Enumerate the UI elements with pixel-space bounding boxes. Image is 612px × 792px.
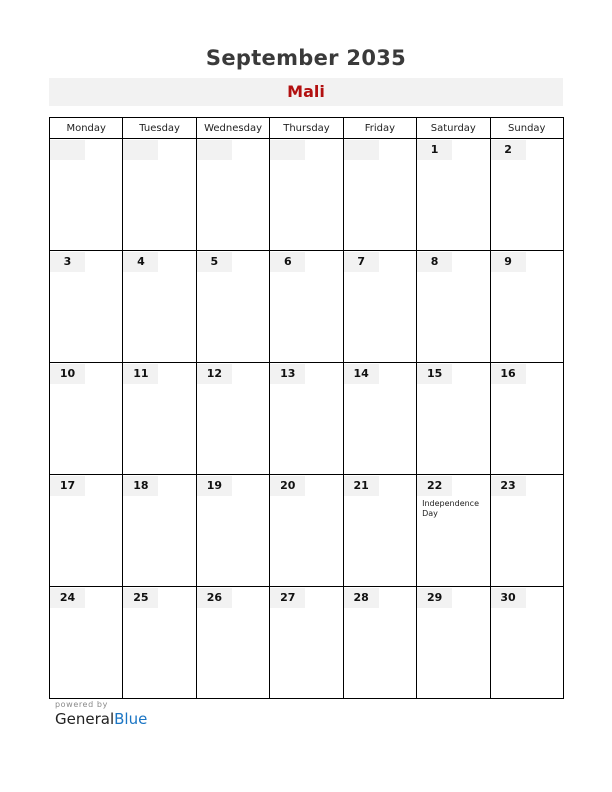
day-number: 29 [417, 588, 452, 608]
day-number [270, 140, 305, 160]
week-row [50, 475, 564, 587]
week-row [50, 363, 564, 475]
country-banner [49, 78, 563, 106]
page-title: September 2035 [205, 46, 407, 70]
day-number: 1 [417, 140, 452, 160]
day-cell [270, 587, 343, 699]
day-cell [490, 251, 563, 363]
day-cell [270, 139, 343, 251]
day-number: 8 [417, 252, 452, 272]
day-number: 5 [197, 252, 232, 272]
day-cell [343, 251, 416, 363]
week-row [50, 587, 564, 699]
weekday-saturday: Saturday [417, 118, 490, 139]
day-number: 23 [491, 476, 526, 496]
day-number [50, 140, 85, 160]
day-number: 30 [491, 588, 526, 608]
day-cell [343, 139, 416, 251]
day-cell [196, 587, 269, 699]
day-cell [490, 139, 563, 251]
day-number: 20 [270, 476, 305, 496]
brand-logo [55, 710, 147, 728]
weekday-friday: Friday [343, 118, 416, 139]
holiday-label: Independence Day [422, 499, 479, 518]
day-cell [123, 139, 196, 251]
day-cell [50, 251, 123, 363]
day-cell [196, 139, 269, 251]
weekday-sunday: Sunday [490, 118, 563, 139]
day-number: 12 [197, 364, 232, 384]
day-cell [123, 251, 196, 363]
day-cell [270, 363, 343, 475]
day-number: 2 [491, 140, 526, 160]
day-number: 13 [270, 364, 305, 384]
day-cell [123, 587, 196, 699]
week-row [50, 139, 564, 251]
country-name: Mali [287, 82, 325, 101]
day-number: 26 [197, 588, 232, 608]
day-number [123, 140, 158, 160]
day-number [344, 140, 379, 160]
day-cell [50, 139, 123, 251]
day-cell [417, 363, 490, 475]
day-number: 3 [50, 252, 85, 272]
calendar-body [50, 139, 564, 699]
day-number: 17 [50, 476, 85, 496]
day-cell [270, 475, 343, 587]
day-number [197, 140, 232, 160]
brand-blue: Blue [114, 710, 148, 728]
day-cell [490, 587, 563, 699]
day-number: 15 [417, 364, 452, 384]
day-cell [417, 475, 490, 587]
day-cell [343, 587, 416, 699]
day-number: 11 [123, 364, 158, 384]
day-number: 4 [123, 252, 158, 272]
calendar-grid [49, 117, 564, 699]
day-number: 27 [270, 588, 305, 608]
day-number: 9 [491, 252, 526, 272]
day-cell [196, 363, 269, 475]
day-number: 16 [491, 364, 526, 384]
weekday-header-row [50, 118, 564, 139]
day-cell [417, 251, 490, 363]
day-cell [270, 251, 343, 363]
day-cell [343, 475, 416, 587]
weekday-wednesday: Wednesday [196, 118, 269, 139]
day-number: 18 [123, 476, 158, 496]
day-cell [490, 475, 563, 587]
day-number: 22 [417, 476, 452, 496]
day-cell [490, 363, 563, 475]
weekday-thursday: Thursday [270, 118, 343, 139]
day-cell [123, 475, 196, 587]
weekday-monday: Monday [50, 118, 123, 139]
day-cell [417, 587, 490, 699]
day-number: 19 [197, 476, 232, 496]
day-number: 7 [344, 252, 379, 272]
day-number: 10 [50, 364, 85, 384]
day-cell [50, 587, 123, 699]
day-cell [50, 475, 123, 587]
day-number: 28 [344, 588, 379, 608]
day-cell [50, 363, 123, 475]
day-number: 21 [344, 476, 379, 496]
footer [55, 700, 147, 728]
day-number: 25 [123, 588, 158, 608]
day-number: 24 [50, 588, 85, 608]
weekday-tuesday: Tuesday [123, 118, 196, 139]
brand-general: General [55, 710, 115, 728]
day-number: 6 [270, 252, 305, 272]
powered-by-text: powered by [55, 700, 108, 709]
day-cell [417, 139, 490, 251]
day-cell [196, 251, 269, 363]
day-cell [123, 363, 196, 475]
day-cell [343, 363, 416, 475]
week-row [50, 251, 564, 363]
day-cell [196, 475, 269, 587]
day-number: 14 [344, 364, 379, 384]
